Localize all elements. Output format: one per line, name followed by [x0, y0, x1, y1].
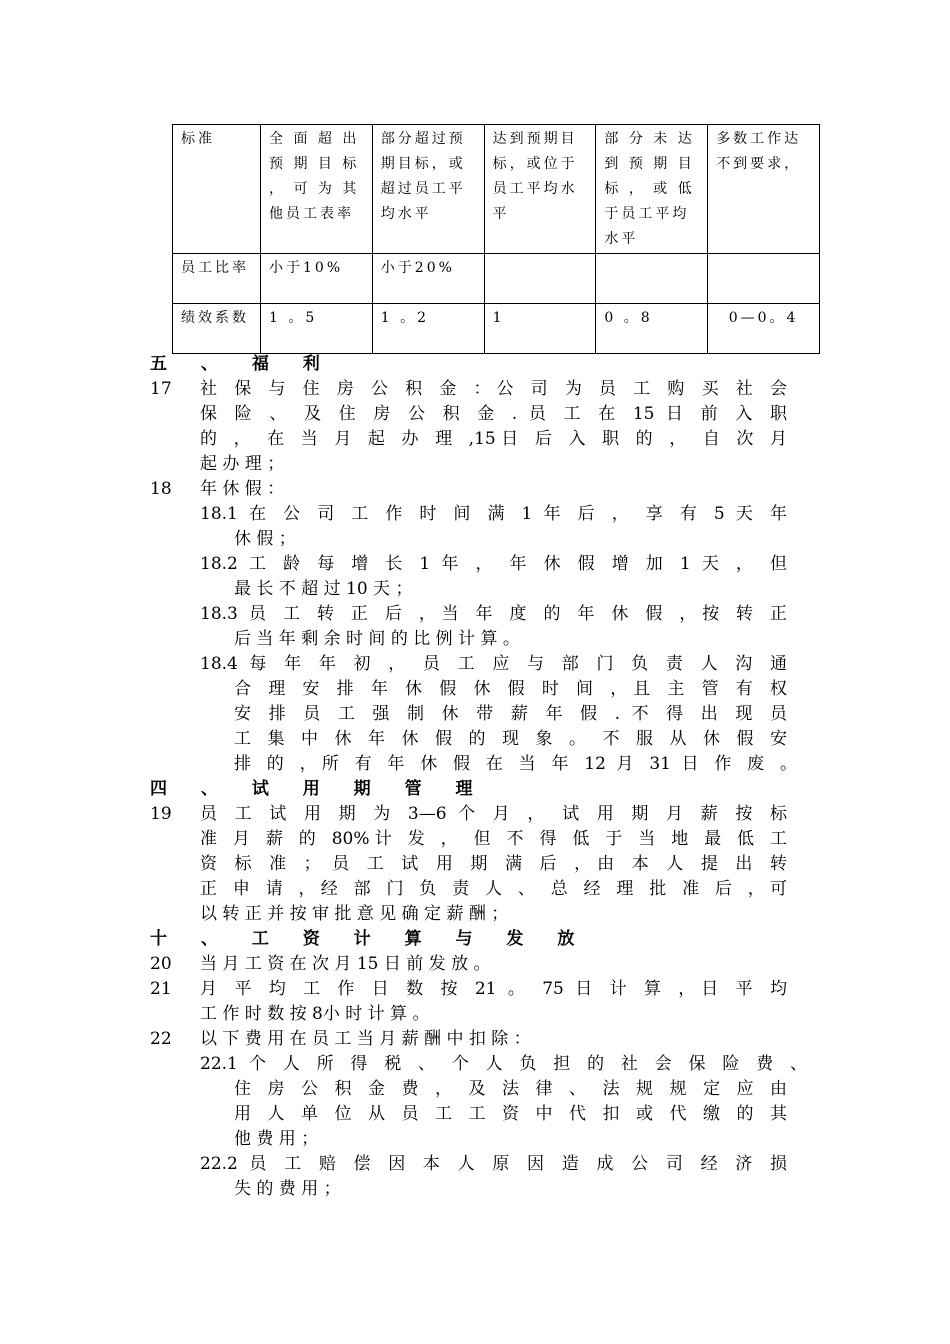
table-row: [173, 304, 820, 354]
table-cell: 绩效系数: [173, 304, 261, 354]
paragraph-line: 18.4 每 年 年 初 ， 员 工 应 与 部 门 负 责 人 沟 通: [200, 654, 787, 674]
paragraph-line: 用 人 单 位 从 员 工 工 资 中 代 扣 或 代 缴 的 其: [234, 1104, 787, 1124]
item-number: 21: [150, 979, 172, 999]
table-cell: 小于10%: [261, 254, 373, 304]
table-row: [173, 254, 820, 304]
item-number: 22: [150, 1029, 172, 1049]
section-heading-payroll: 十 、 工 资 计 算 与 发 放: [150, 929, 589, 949]
paragraph-line: 正 申 请 ，经 部 门 负 责 人 、 总 经 理 批 准 后 ，可: [200, 879, 787, 899]
paragraph-line: 当 月 工 资 在 次 月 15 日 前 发 放 。: [200, 954, 491, 974]
table-cell: 1 。5: [261, 304, 373, 354]
performance-table: [172, 124, 820, 354]
paragraph-line: 资 标 准 ； 员 工 试 用 期 满 后 ，由 本 人 提 出 转: [200, 854, 787, 874]
paragraph-line: 安 排 员 工 强 制 休 带 薪 年 假 . 不 得 出 现 员: [234, 704, 787, 724]
paragraph-line: 员 工 试 用 期 为 3—6 个 月 ， 试 用 期 月 薪 按 标: [200, 804, 787, 824]
table-cell: 1: [484, 304, 596, 354]
paragraph-line: 排 的 ，所 有 年 休 假 在 当 年 12 月 31 日 作 废 。: [234, 754, 797, 774]
paragraph-line: 失 的 费 用 ；: [234, 1179, 341, 1199]
table-cell: [708, 254, 820, 304]
paragraph-line: 后 当 年 剩 余 时 间 的 比 例 计 算 。: [234, 629, 520, 649]
section-heading-benefits: 五 、 福 利: [150, 354, 334, 374]
paragraph-line: 18.3 员 工 转 正 后 ，当 年 度 的 年 休 假 ，按 转 正: [200, 604, 787, 624]
paragraph-line: 月 平 均 工 作 日 数 按 21 。 75 日 计 算 ，日 平 均: [200, 979, 787, 999]
paragraph-line: 休 假 ；: [234, 529, 296, 549]
table-cell: 0—0。4: [708, 304, 820, 354]
table-cell: 部分超过预期目标，或超过员工平均水平: [372, 125, 484, 254]
table-cell: 多数工作达不到要求，: [708, 125, 820, 254]
item-number: 18: [150, 479, 172, 499]
paragraph-line: 工 集 中 休 年 休 假 的 现 象 。 不 服 从 休 假 安: [234, 729, 787, 749]
paragraph-line: 18.2 工 龄 每 增 长 1 年 ， 年 休 假 增 加 1 天 ， 但: [200, 554, 787, 574]
item-number: 17: [150, 379, 172, 399]
paragraph-line: 的 ， 在 当 月 起 办 理 ,15日 后 入 职 的 ， 自 次 月: [200, 429, 787, 449]
paragraph-line: 18.1 在 公 司 工 作 时 间 满 1 年 后 ， 享 有 5 天 年: [200, 504, 787, 524]
paragraph-line: 合 理 安 排 年 休 假 休 假 时 间 ，且 主 管 有 权: [234, 679, 787, 699]
paragraph-line: 工 作 时 数 按 8小 时 计 算 。: [200, 1004, 430, 1024]
paragraph-line: 22.2 员 工 赔 偿 因 本 人 原 因 造 成 公 司 经 济 损: [200, 1154, 787, 1174]
section-heading-probation: 四 、 试 用 期 管 理: [150, 779, 487, 799]
table-cell: 1 。2: [372, 304, 484, 354]
table-cell: 小于20%: [372, 254, 484, 304]
paragraph-line: 住 房 公 积 金 费 ， 及 法 律 、 法 规 规 定 应 由: [234, 1079, 787, 1099]
table-cell: 达到预期目标，或位于员工平均水平: [484, 125, 596, 254]
table-row: [173, 125, 820, 254]
table-cell: 全 面 超 出 预 期 目 标 ， 可 为 其他员工表率: [261, 125, 373, 254]
table-cell: 员工比率: [173, 254, 261, 304]
paragraph-line: 22.1 个 人 所 得 税 、 个 人 负 担 的 社 会 保 险 费 、: [200, 1054, 807, 1074]
item-title: 年 休 假 ：: [200, 479, 285, 499]
paragraph-line: 最 长 不 超 过 10 天 ；: [234, 579, 413, 599]
paragraph-line: 他 费 用 ；: [234, 1129, 319, 1149]
table-cell: 标准: [173, 125, 261, 254]
item-number: 19: [150, 804, 172, 824]
paragraph-line: 准 月 薪 的 80%计 发 ， 但 不 得 低 于 当 地 最 低 工: [200, 829, 787, 849]
item-title: 以 下 费 用 在 员 工 当 月 薪 酬 中 扣 除 ：: [200, 1029, 531, 1049]
paragraph-line: 保 险 、 及 住 房 公 积 金 . 员 工 在 15 日 前 入 职: [200, 404, 787, 424]
table-cell: [484, 254, 596, 304]
paragraph-line: 社 保 与 住 房 公 积 金 ：公 司 为 员 工 购 买 社 会: [200, 379, 787, 399]
table-cell: 部 分 未 达 到 预 期 目 标 ， 或 低 于员工平均水平: [596, 125, 708, 254]
paragraph-line: 以 转 正 并 按 审 批 意 见 确 定 薪 酬 ；: [200, 904, 509, 924]
item-number: 20: [150, 954, 172, 974]
paragraph-line: 起 办 理 ；: [200, 454, 285, 474]
table-cell: 0 。8: [596, 304, 708, 354]
table-cell: [596, 254, 708, 304]
